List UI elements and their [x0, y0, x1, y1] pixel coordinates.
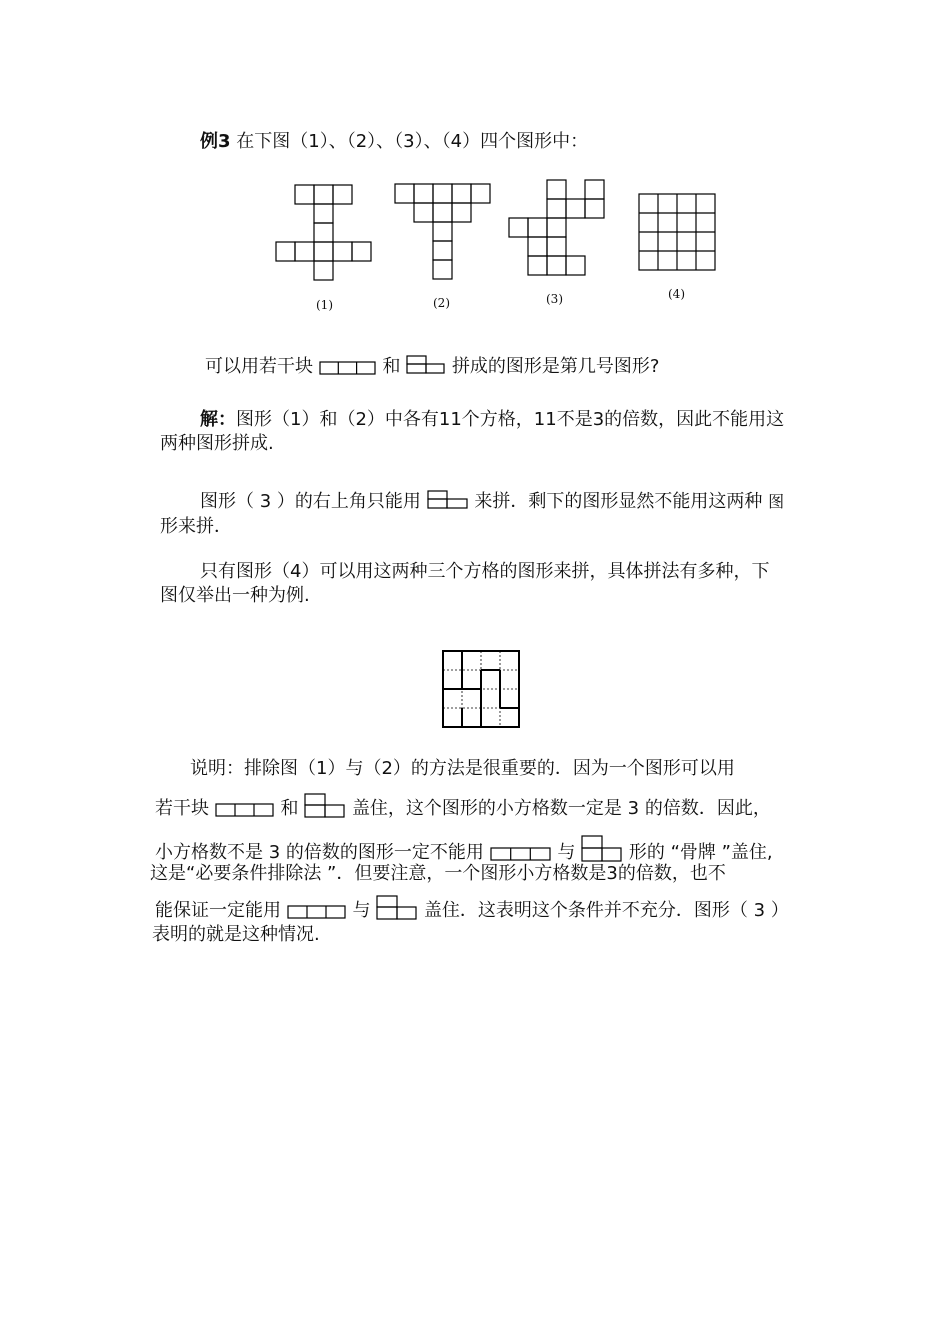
straight-tromino-icon: [319, 359, 377, 375]
solution-p2-text-b: 来拼．剩下的图形显然不能用这两种: [474, 491, 763, 512]
solution-p2-line2: 形来拼．: [160, 516, 232, 537]
figure-1-cross: [275, 183, 375, 285]
note-line2-a: 若干块: [155, 798, 209, 819]
note-line5-a: 能保证一定能用: [155, 900, 281, 921]
l-tromino-icon: [427, 490, 469, 510]
solution-label: 解：: [200, 409, 236, 430]
l-tromino-icon: [581, 835, 623, 863]
note-line3-b: 与: [557, 842, 576, 863]
figure-3-shape: [507, 178, 607, 278]
note-line-2: [155, 793, 771, 821]
figure-2-t-shape: [393, 182, 493, 282]
note-line3-c: 形的 “骨牌 ”盖住,: [628, 842, 773, 863]
solution-line-1: [200, 408, 784, 432]
note-line2-c: 盖住，这个图形的小方格数一定是 3 的倍数．因此，: [351, 798, 771, 819]
question-line: [205, 355, 660, 379]
question-part3: 拼成的图形是第几号图形?: [451, 356, 660, 377]
question-part2: 和: [382, 356, 401, 377]
straight-tromino-icon: [287, 903, 347, 919]
example-label: 例3: [200, 131, 231, 152]
note-line-3: [155, 835, 773, 865]
l-tromino-icon: [376, 895, 418, 921]
figure-4-caption: (4): [668, 287, 685, 301]
figure-1-caption: (1): [316, 298, 333, 312]
solution-p3-line1: 只有图形（4）可以用这两种三个方格的图形来拼，具体拼法有多种，下: [200, 561, 770, 582]
solution-p2-text-a: 图形（ 3 ）的右上角只能用: [200, 491, 421, 512]
note-line-6: 表明的就是这种情况.: [152, 924, 320, 945]
solution-p3-line2: 图仅举出一种为例.: [160, 585, 310, 606]
solution-p1-line2: 两种图形拼成.: [160, 433, 274, 454]
note-line5-c: 盖住．这表明这个条件并不充分．图形（ 3 ）: [423, 900, 789, 921]
question-part1: 可以用若干块: [205, 356, 313, 377]
figure-2-caption: (2): [433, 296, 450, 310]
example-intro: 在下图（1）、（2）、（3）、（4）四个图形中：: [236, 131, 589, 152]
note-line-5: [155, 895, 789, 923]
straight-tromino-icon: [215, 801, 275, 817]
note-line5-b: 与: [352, 900, 371, 921]
straight-tromino-icon: [490, 845, 552, 861]
note-line3-a: 小方格数不是 3 的倍数的图形一定不能用: [155, 842, 484, 863]
figure-3-caption: (3): [546, 292, 563, 306]
solution-p1-line1: 图形（1）和（2）中各有11个方格，11不是3的倍数，因此不能用这: [236, 409, 785, 430]
l-tromino-icon: [406, 355, 446, 375]
tiling-example-figure: [441, 649, 523, 731]
figure-4-grid: [637, 192, 719, 274]
solution-p2-line1: [200, 490, 784, 514]
example-heading: [200, 130, 588, 154]
note-line-1: 说明：排除图（1）与（2）的方法是很重要的．因为一个图形可以用: [190, 758, 735, 779]
note-line2-b: 和: [280, 798, 299, 819]
note-line-4: 这是“必要条件排除法 ”．但要注意，一个图形小方格数是3的倍数，也不: [150, 863, 726, 884]
l-tromino-icon: [304, 793, 346, 819]
solution-p2-text-c: 图: [768, 492, 785, 511]
